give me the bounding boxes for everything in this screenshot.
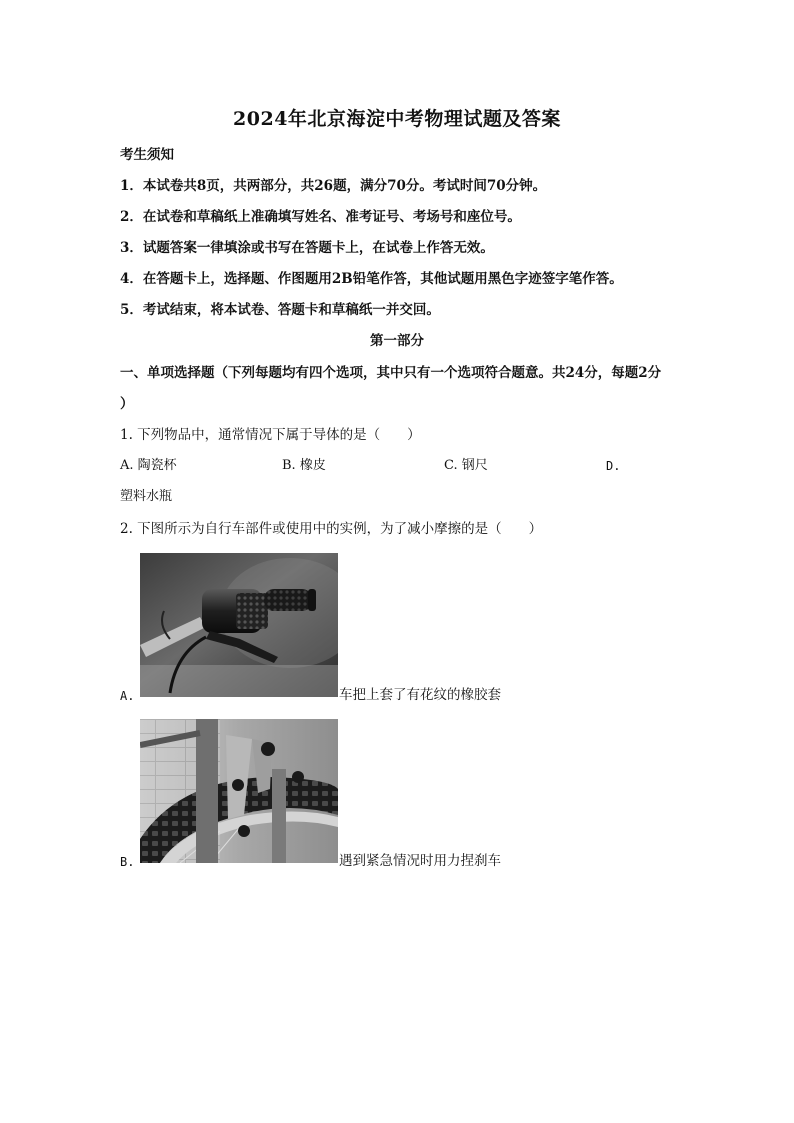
document-title: 2024年北京海淀中考物理试题及答案 [233, 108, 561, 130]
notice-item-5: 5．考试结束，将本试卷、答题卡和草稿纸一并交回。 [120, 302, 440, 318]
section-heading-continuation: ） [120, 396, 134, 412]
question-1-option-a: A. 陶瓷杯 [120, 458, 177, 473]
handlebar-grip-photo [140, 553, 338, 697]
notice-item-1: 1．本试卷共8页，共两部分，共26题，满分70分。考试时间70分钟。 [120, 178, 547, 194]
brake-caliper-photo [140, 719, 338, 863]
question-1-option-d-text: 塑料水瓶 [120, 489, 173, 504]
notice-item-4: 4．在答题卡上，选择题、作图题用2B铅笔作答，其他试题用黑色字迹签字笔作答。 [120, 271, 623, 287]
notice-heading: 考生须知 [120, 147, 174, 163]
question-2-option-b-caption: 遇到紧急情况时用力捏刹车 [339, 853, 501, 869]
question-1-stem: 1. 下列物品中，通常情况下属于导体的是（ ） [120, 427, 421, 443]
question-2-stem: 2. 下图所示为自行车部件或使用中的实例，为了减小摩擦的是（ ） [120, 521, 543, 537]
question-1-option-c: C. 钢尺 [444, 458, 488, 473]
part-heading: 第一部分 [370, 333, 424, 349]
notice-item-2: 2．在试卷和草稿纸上准确填写姓名、准考证号、考场号和座位号。 [120, 209, 521, 225]
question-2-option-a-caption: 车把上套了有花纹的橡胶套 [339, 687, 501, 703]
section-heading: 一、单项选择题（下列每题均有四个选项，其中只有一个选项符合题意。共24分，每题2分 [120, 365, 662, 381]
question-2-option-a-letter: A. [120, 689, 135, 703]
question-2-option-b-letter: B. [120, 855, 135, 869]
notice-item-3: 3．试题答案一律填涂或书写在答题卡上，在试卷上作答无效。 [120, 240, 494, 256]
question-1-option-b: B. 橡皮 [282, 458, 326, 473]
question-1-option-d-letter: D. [606, 459, 621, 473]
